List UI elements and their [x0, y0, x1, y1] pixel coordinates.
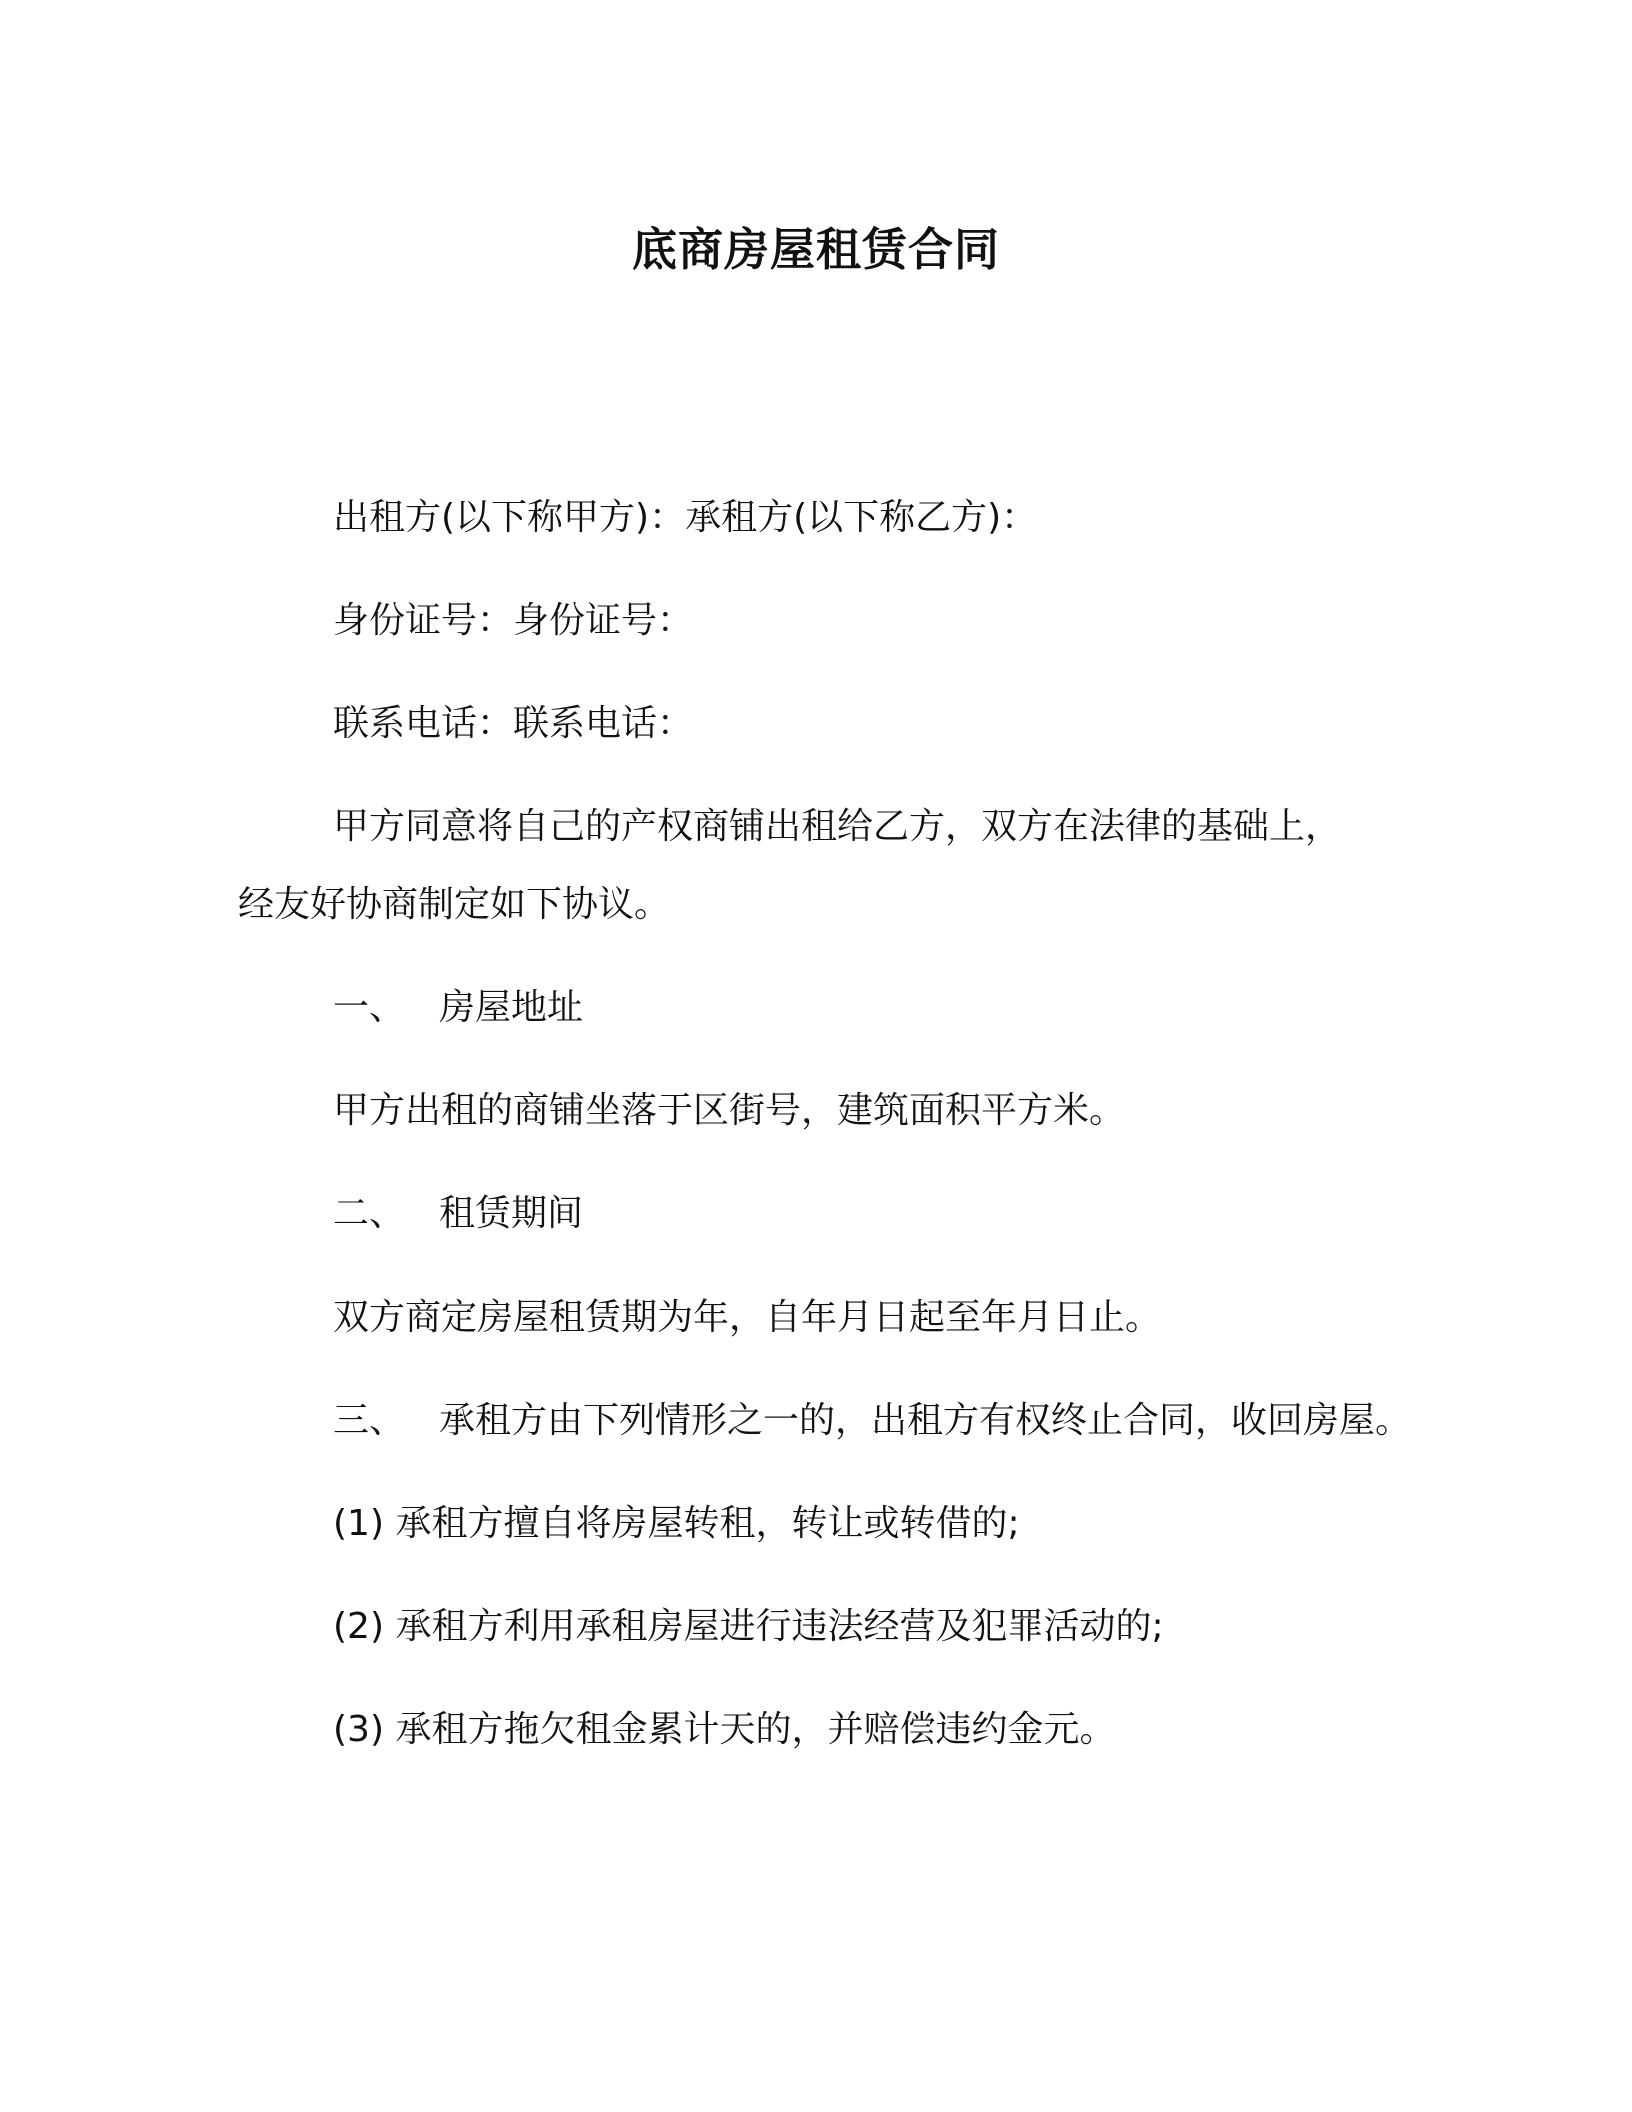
section-1-title: 房屋地址: [439, 987, 584, 1028]
section-2-title: 租赁期间: [439, 1193, 584, 1234]
section-3-heading: [333, 1397, 1411, 1445]
section-2-heading: [333, 1190, 583, 1238]
party-names-line: 出租方(以下称甲方)：承租方(以下称乙方)：: [333, 497, 1038, 538]
section-3-item-1: (1) 承租方擅自将房屋转租，转让或转借的;: [333, 1503, 1020, 1544]
section-1-heading: [333, 984, 583, 1032]
id-number-line: 身份证号：身份证号：: [333, 600, 694, 641]
intro-paragraph-line-2: 经友好协商制定如下协议。: [238, 884, 671, 925]
section-3-item-2: (2) 承租方利用承租房屋进行违法经营及犯罪活动的;: [333, 1606, 1164, 1647]
phone-line: 联系电话：联系电话：: [333, 703, 694, 744]
section-1-text: 甲方出租的商铺坐落于区街号，建筑面积平方米。: [333, 1090, 1126, 1131]
section-1-number: 一、: [333, 987, 406, 1028]
section-3-item-3: (3) 承租方拖欠租金累计天的，并赔偿违约金元。: [333, 1709, 1116, 1750]
section-2-number: 二、: [333, 1193, 406, 1234]
document-title: 底商房屋租赁合同: [631, 223, 1000, 276]
section-3-title: 承租方由下列情形之一的，出租方有权终止合同，收回房屋。: [439, 1400, 1412, 1441]
intro-paragraph-line-1: 甲方同意将自己的产权商铺出租给乙方，双方在法律的基础上，: [333, 806, 1342, 847]
section-2-text: 双方商定房屋租赁期为年，自年月日起至年月日止。: [333, 1297, 1162, 1338]
section-3-number: 三、: [333, 1400, 406, 1441]
